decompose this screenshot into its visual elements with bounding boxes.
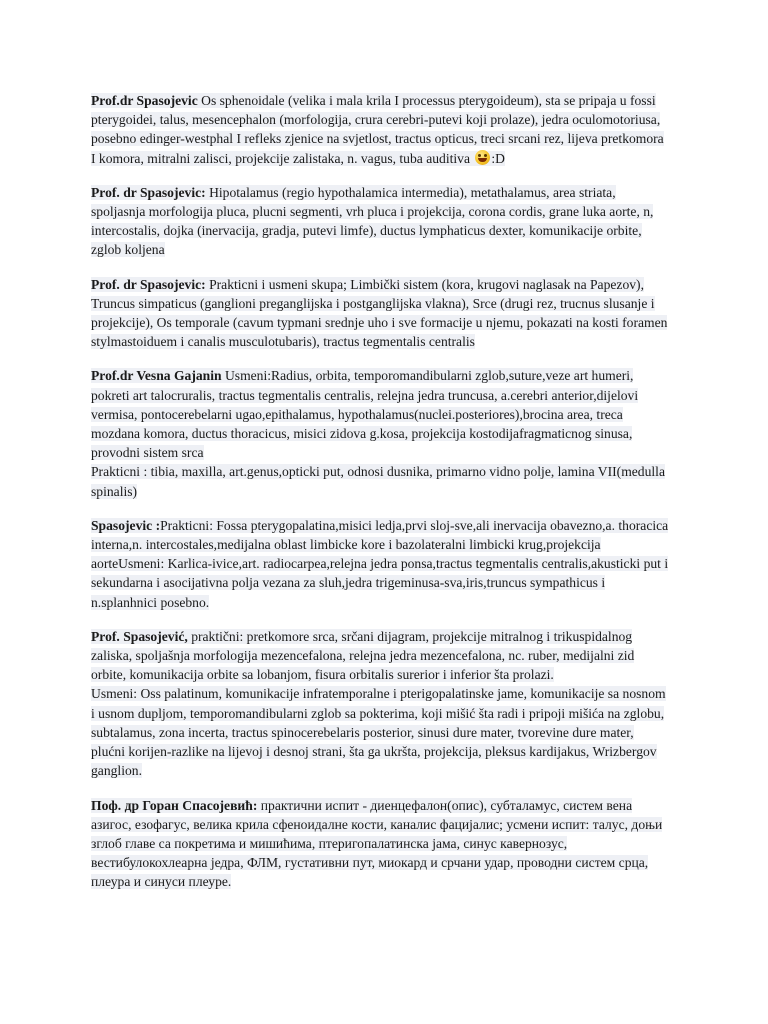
entry-text: pokreti art talocruralis, tractus tegmentalis centralis, relejna jedra truncusa, a.cerebri anterior,dijelovi [91,387,639,403]
entry-text: provodni sistem srca [91,445,204,461]
entry-author: Prof.dr Spasojevic [91,93,198,108]
exam-entry-6 [91,627,687,781]
entry-text: zaliska, spoljašnja morfologija mezencefalona, relejna jedra mezencefalona, nc. ruber, medijalni zid [91,648,635,664]
entry-line [91,535,687,554]
document-page [91,91,687,907]
entry-line [91,275,687,294]
entry-line [91,221,687,240]
entry-text: Usmeni:Radius, orbita, temporomandibularni zglob,suture,veze art humeri, [221,368,634,384]
entry-line [91,482,687,501]
entry-text: subtalamus, zona incerta, tractus spinocerebelaris posterior, sinusi dure mater, tvorevine dure mater, [91,724,634,740]
entry-line [91,366,687,385]
entry-line [91,386,687,405]
exam-entry-3 [91,275,687,352]
entry-line [91,742,687,761]
entry-line [91,796,687,815]
laughing-emoji-icon [475,150,490,165]
entry-text: pterygoidei, talus, mesencephalon (morfologija, crura cerebri-putevi koji prolaze), jedra oculomotoriusa, [91,112,661,128]
entry-line [91,554,687,573]
entry-text: вестибулокохлеарна једра, ФЛМ, густативни пут, миокард и срчани удар, проводни систем срца, [91,855,649,871]
entry-author: Prof. dr Spasojevic: [91,184,206,200]
entry-author: Prof. dr Spasojevic: [91,276,206,292]
entry-text: плеура и синуси плеуре. [91,874,232,890]
entry-tail: :D [491,150,505,166]
entry-text: spinalis) [91,483,138,499]
entry-text: orbite, komunikacija orbite sa lobanjom, fisura orbitalis surerior i inferior šta prolazi. [91,667,554,683]
entry-author: Spasojevic : [91,517,161,533]
entry-text: i usnom dupljom, temporomandibularni zglob sa pokterima, koji mišić šta radi i pripoji mišića na zglobu, [91,705,665,721]
entry-line [91,684,687,703]
entry-text: ganglion. [91,763,142,779]
entry-line [91,202,687,221]
entry-text: практични испит - диенцефалон(опис), субталамус, систем вена [257,797,633,813]
entry-line [91,405,687,424]
entry-line [91,294,687,313]
entry-text: projekcije), Os temporale (cavum typmani srednje uho i sve formacije u njemu, pokazati na kosti foramen [91,315,668,331]
entry-text: sekundarna i asocijativna polja vezana za sluh,jedra trigeminusa-sva,iris,truncus sympathicus i [91,575,606,591]
exam-entry-4 [91,366,687,500]
entry-author: Поф. др Горан Спасојевић: [91,797,258,813]
entry-text: зглоб главе са покретима и мишићима, птеригопалатинска јама, синус кавернозус, [91,835,568,851]
entry-line [91,853,687,872]
entry-author: Prof.dr Vesna Gajanin [91,368,222,384]
entry-text: mozdana komora, ductus thoracicus, misici zidova g.kosa, projekcija kostodijafragmaticnog sinusa, [91,426,633,442]
entry-line [91,834,687,853]
entry-line [91,815,687,834]
entry-line [91,665,687,684]
entry-text: spoljasnja morfologija pluca, plucni segmenti, vrh pluca i projekcija, corona cordis, grane luka aorte, n, [91,204,654,220]
entry-line [91,91,687,110]
entry-text: aorteUsmeni: Karlica-ivice,art. radiocarpea,relejna jedra ponsa,tractus tegmentalis centralis,akusticki put i [91,556,669,572]
entry-text: I komora, mitralni zalisci, projekcije zalistaka, n. vagus, tuba auditiva [91,150,474,166]
entry-line [91,462,687,481]
entry-line [91,593,687,612]
entry-line [91,424,687,443]
entry-text: Truncus simpaticus (ganglioni preganglijska i postganglijska vlakna), Srce (drugi rez, trucnus slusanje i [91,295,655,311]
entry-text: plućni korijen-razlike na lijevoj i desnoj strani, šta ga ukršta, projekcija, pleksus kardijakus, Wrizbergov [91,744,657,760]
entry-text: Hipotalamus (regio hypothalamica intermedia), metathalamus, area striata, [205,184,616,200]
entry-text: Prakticni: Fossa pterygopalatina,misici ledja,prvi sloj-sve,ali inervacija obavezno,a. thoracica [160,517,669,533]
entry-line [91,627,687,646]
entry-line [91,443,687,462]
exam-entry-2 [91,183,687,260]
entry-text: praktični: pretkomore srca, srčani dijagram, projekcije mitralnog i trikuspidalnog [187,628,633,644]
entry-text: азигос, езофагус, велика крила сфеноидалне кости, каналис фацијалис; усмени испит: талус, доњи [91,816,663,832]
entry-text: n.splanhnici posebno. [91,594,210,610]
entry-text: intercostalis, dojka (inervacija, gradja, putevi limfe), ductus lymphaticus dexter, komunikacije orbite, [91,223,642,239]
entry-line [91,129,687,148]
entry-text: vermisa, pontocerebelarni ugao,epithalamus, hypothalamus(nuclei.posteriores),brocina area, treca [91,406,623,422]
entry-line [91,872,687,891]
entry-text: zglob koljena [91,242,165,258]
entry-line [91,313,687,332]
exam-entry-1 [91,91,687,168]
entry-text: interna,n. intercostales,medijalna oblast limbicke kore i bazolateralni limbicki krug,projekcija [91,537,601,553]
entry-line [91,332,687,351]
entry-text: Prakticni i usmeni skupa; Limbički sistem (kora, krugovi naglasak na Papezov), [205,276,644,292]
entry-line [91,149,687,168]
entry-text: Prakticni : tibia, maxilla, art.genus,opticki put, odnosi dusnika, primarno vidno polje, lamina VII(medulla [91,464,665,480]
entry-line [91,183,687,202]
entry-line [91,761,687,780]
exam-entry-5 [91,516,687,612]
entry-line [91,723,687,742]
entry-text: Os sphenoidale (velika i mala krila I processus pterygoideum), sta se pripaja u fossi [197,93,656,108]
entry-line [91,573,687,592]
exam-entry-7 [91,796,687,892]
entry-author: Prof. Spasojević, [91,628,188,644]
entry-text: stylmastoiduem i canalis musculotubaris), tractus tegmentalis centralis [91,334,475,350]
entry-text: posebno edinger-westphal I refleks zjenice na svjetlost, tractus opticus, treci srcani rez, lijeva pretkomora [91,131,664,147]
entry-line [91,646,687,665]
entry-line [91,704,687,723]
entry-line [91,110,687,129]
entry-line [91,516,687,535]
entry-text: Usmeni: Oss palatinum, komunikacije infratemporalne i pterigopalatinske jame, komunikacije sa nosnom [91,686,666,702]
entry-line [91,240,687,259]
